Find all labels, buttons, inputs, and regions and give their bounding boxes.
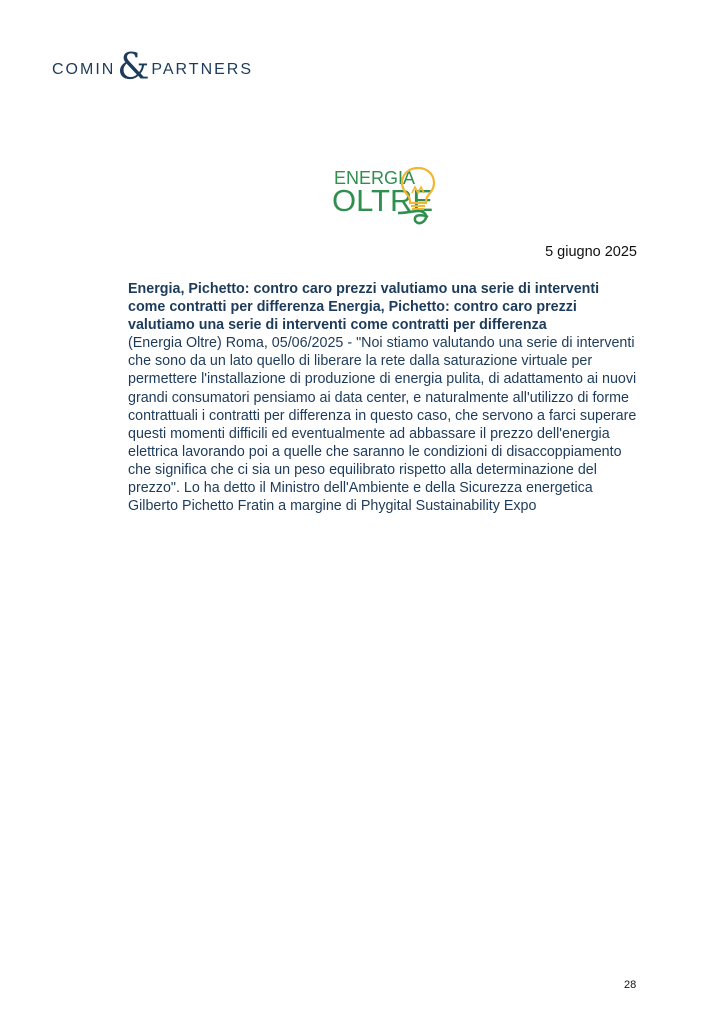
article-title: Energia, Pichetto: contro caro prezzi valutiamo una serie di interventi come contratti per differenza Energia, Pichetto: contro caro prezzi valutiamo una serie di interventi come contratti per differenza [128,281,600,334]
energia-oltre-logo [330,163,440,229]
brand-logo [52,47,254,90]
brand-ampersand: & [117,47,150,88]
brand-name-right: PARTNERS [151,61,254,78]
lightbulb-icon [398,165,438,227]
logo-word-energia: ENERGIA [334,168,416,188]
brand-name-left: COMIN [52,61,116,78]
article [128,280,640,515]
logo-word-oltre: OLTRE [332,183,434,218]
article-body: (Energia Oltre) Roma, 05/06/2025 - "Noi stiamo valutando una serie di interventi che sono da un lato quello di liberare la rete dalla saturazione virtuale per permettere l'installazione di produzione di energia pulita, di adattamento ai nuovi grandi consumatori pensiamo ai data center, e naturalmente all'utilizzo di forme contrattuali i contratti per differenza in questo caso, che servono a farci superare questi momenti difficili ed eventualmente ad abbassare il prezzo dell'energia elettrica lavorando poi a quelle che saranno le condizioni di disaccoppiamento che significa che ci sia un peso equilibrato rispetto alla determinazione del prezzo". Lo ha detto il Ministro dell'Ambiente e della Sicurezza energetica Gilberto Pichetto Fratin a margine di Phygital Sustainability Expo [128,335,637,515]
page-number: 28 [624,979,637,991]
document-date: 5 giugno 2025 [545,244,637,260]
